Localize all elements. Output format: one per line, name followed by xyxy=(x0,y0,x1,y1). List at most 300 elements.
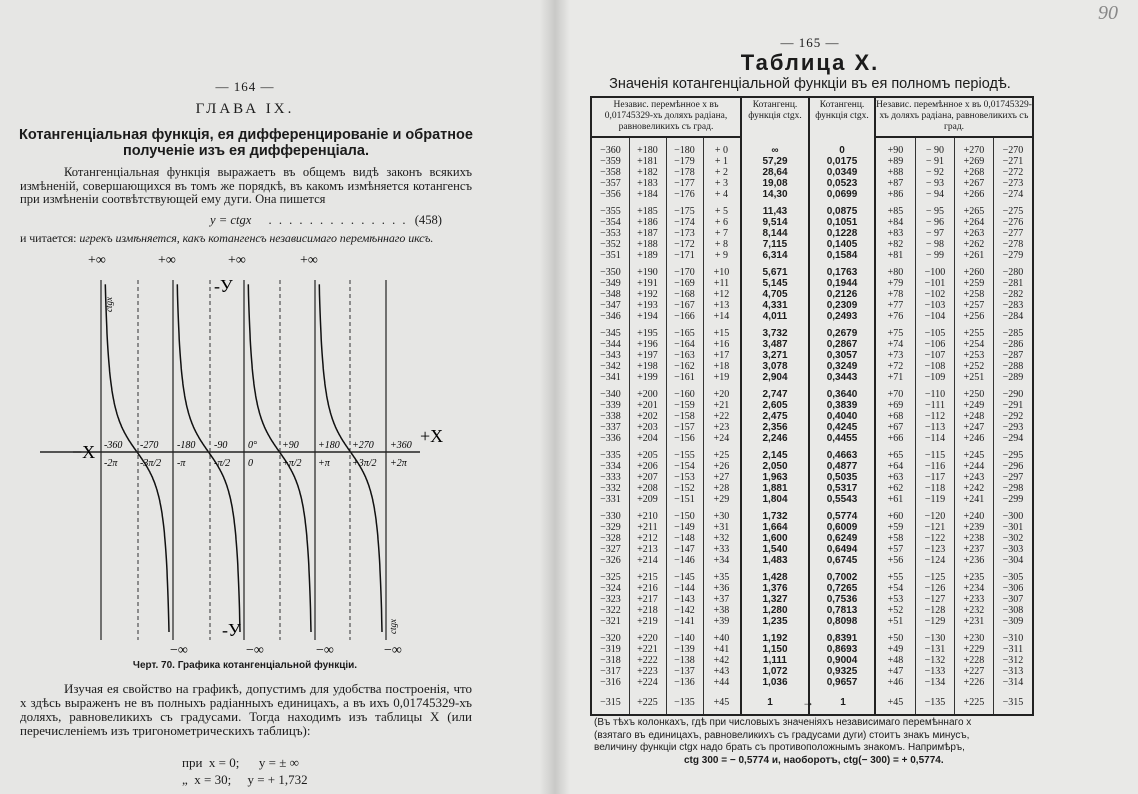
argument-cell: −147 xyxy=(674,544,695,555)
argument-cell: −294 xyxy=(1002,433,1024,444)
argument-cell: +223 xyxy=(637,666,658,677)
argument-cell: −356 xyxy=(600,189,621,200)
formula-expression: y = ctgx xyxy=(210,213,252,227)
argument-cell: −165 xyxy=(674,328,695,339)
argument-cell: −132 xyxy=(924,655,946,666)
argument-cell: +83 xyxy=(887,228,904,239)
header-right-arguments: Независ. перемѣнное x въ 0,01745329-хъ доляхъ радіана, равновеликихъ съ град. xyxy=(876,98,1032,138)
ctg-value-cell: 1,036 xyxy=(762,677,788,688)
argument-cell: +206 xyxy=(637,461,658,472)
argument-cell: +18 xyxy=(713,361,730,372)
ctg-value-cell: 2,747 xyxy=(762,389,788,400)
argument-cell: −172 xyxy=(674,239,695,250)
argument-cell: −313 xyxy=(1002,666,1024,677)
argument-cell: +44 xyxy=(713,677,730,688)
argument-cell: +183 xyxy=(637,178,658,189)
argument-cell: −178 xyxy=(674,167,695,178)
argument-cell: −122 xyxy=(924,533,946,544)
argument-cell: −299 xyxy=(1002,494,1024,505)
ctg-complement-value-cell: 0,2309 xyxy=(826,300,858,311)
formula-leader: . . . . . . . . . . . . . . xyxy=(268,213,408,227)
argument-cell: −344 xyxy=(600,339,621,350)
argument-cell: −131 xyxy=(924,644,946,655)
argument-cell: +54 xyxy=(887,583,904,594)
argument-cell: + 4 xyxy=(714,189,729,200)
ctg-value-cell: 1,192 xyxy=(762,633,788,644)
argument-cell: −345 xyxy=(600,328,621,339)
figure-caption: Черт. 70. Графика котангенціальной функціи. xyxy=(132,660,358,671)
table-subtitle: Значенія котангенціальной функціи въ ея полномъ періодѣ. xyxy=(609,76,1011,92)
argument-cell: +269 xyxy=(963,156,985,167)
argument-cell: −311 xyxy=(1002,644,1024,655)
argument-cell: +76 xyxy=(887,311,904,322)
argument-cell: +256 xyxy=(963,311,985,322)
argument-cell: +51 xyxy=(887,616,904,627)
equation-line-2: „ x = 30; y = + 1,732 xyxy=(182,772,308,787)
argument-cell: + 8 xyxy=(714,239,729,250)
argument-cell: +237 xyxy=(963,544,985,555)
radian-tick-label: +π/2 xyxy=(282,458,302,469)
reading-italic: игрекъ измѣняется, какъ котангенсъ независимаго перемѣннаго иксъ. xyxy=(79,231,434,245)
argument-cell: +30 xyxy=(713,511,730,522)
ctg-value-cell: 1,483 xyxy=(762,555,788,566)
curve-label-top: ctgx xyxy=(104,297,114,312)
argument-cell: +216 xyxy=(637,583,658,594)
argument-cell: +265 xyxy=(963,206,985,217)
argument-cell: −105 xyxy=(924,328,946,339)
argument-cell: −351 xyxy=(600,250,621,261)
argument-cell: +27 xyxy=(713,472,730,483)
last-row-arrow: → xyxy=(802,695,814,709)
ctg-value-cell: 14,30 xyxy=(762,189,788,200)
argument-cell: + 9 xyxy=(714,250,729,261)
argument-cell: +38 xyxy=(713,605,730,616)
argument-cell: −160 xyxy=(674,389,695,400)
argument-cell: +57 xyxy=(887,544,904,555)
argument-cell: − 93 xyxy=(925,178,945,189)
argument-cell: +56 xyxy=(887,555,904,566)
argument-cell: −333 xyxy=(600,472,621,483)
argument-cell: −101 xyxy=(924,278,946,289)
argument-cell: +239 xyxy=(963,522,985,533)
argument-cell: −350 xyxy=(600,267,621,278)
ctg-complement-value-cell: 0,7536 xyxy=(826,594,858,605)
argument-cell: −329 xyxy=(600,522,621,533)
argument-cell: +249 xyxy=(963,400,985,411)
argument-cell: −162 xyxy=(674,361,695,372)
ctg-complement-value-cell: 0,0349 xyxy=(826,167,858,178)
argument-cell: +195 xyxy=(637,328,658,339)
argument-cell: −355 xyxy=(600,206,621,217)
argument-cell: +28 xyxy=(713,483,730,494)
radian-tick-label: -2π xyxy=(104,458,118,469)
argument-cell: +70 xyxy=(887,389,904,400)
argument-cell: −180 xyxy=(674,145,695,156)
argument-cell: +26 xyxy=(713,461,730,472)
argument-cell: −272 xyxy=(1002,167,1024,178)
ctg-complement-value-cell: 0,2493 xyxy=(826,311,858,322)
argument-cell: −141 xyxy=(674,616,695,627)
header-ctg-2: Котангенц. функція ctgx. xyxy=(810,98,876,138)
argument-cell: +243 xyxy=(963,472,985,483)
degree-tick-label: +180 xyxy=(318,440,340,451)
ctg-complement-value-cell: 0,4663 xyxy=(826,450,858,461)
argument-cell: +77 xyxy=(887,300,904,311)
argument-cell: −282 xyxy=(1002,289,1024,300)
ctg-value-cell: 1,540 xyxy=(762,544,788,555)
argument-cell: −292 xyxy=(1002,411,1024,422)
ctg-complement-value-cell: 0,9657 xyxy=(826,677,858,688)
argument-cell: +86 xyxy=(887,189,904,200)
argument-cell: +49 xyxy=(887,644,904,655)
argument-cell: −297 xyxy=(1002,472,1024,483)
ctg-complement-value-cell: 0,9004 xyxy=(826,655,858,666)
argument-cell: −123 xyxy=(924,544,946,555)
argument-cell: +236 xyxy=(963,555,985,566)
argument-cell: +29 xyxy=(713,494,730,505)
ctg-value-cell: ∞ xyxy=(771,145,779,156)
ctg-complement-value-cell: 0,5774 xyxy=(826,511,858,522)
argument-cell: +21 xyxy=(713,400,730,411)
ctg-complement-value-cell: 0,0699 xyxy=(826,189,858,200)
ctg-complement-value-cell: 0,7265 xyxy=(826,583,858,594)
argument-cell: − 90 xyxy=(925,145,945,156)
ctg-value-cell: 5,145 xyxy=(762,278,788,289)
argument-cell: −358 xyxy=(600,167,621,178)
y-axis-bottom-label: -У xyxy=(222,620,241,640)
argument-cell: +88 xyxy=(887,167,904,178)
cotangent-branch xyxy=(177,284,240,632)
ctg-value-cell: 3,271 xyxy=(762,350,788,361)
ctg-complement-value-cell: 0,8391 xyxy=(826,633,858,644)
table-title: Таблица X. xyxy=(740,50,880,75)
argument-cell: +193 xyxy=(637,300,658,311)
argument-cell: +211 xyxy=(637,522,658,533)
argument-cell: −353 xyxy=(600,228,621,239)
argument-cell: +218 xyxy=(637,605,658,616)
argument-cell: +220 xyxy=(637,633,658,644)
argument-cell: +17 xyxy=(713,350,730,361)
argument-cell: −155 xyxy=(674,450,695,461)
argument-cell: +25 xyxy=(713,450,730,461)
equation-line-1: при x = 0; y = ± ∞ xyxy=(182,755,299,770)
argument-cell: +89 xyxy=(887,156,904,167)
argument-cell: +207 xyxy=(637,472,658,483)
argument-cell: +215 xyxy=(637,572,658,583)
argument-cell: −110 xyxy=(924,389,946,400)
argument-cell: +50 xyxy=(887,633,904,644)
ctg-value-cell: 1,732 xyxy=(762,511,788,522)
argument-cell: +42 xyxy=(713,655,730,666)
argument-cell: +201 xyxy=(637,400,658,411)
argument-cell: +231 xyxy=(963,616,985,627)
argument-cell: +240 xyxy=(963,511,985,522)
study-paragraph: Изучая ея свойство на графикѣ, допустимъ для удобства построенія, что x здѣсь выраженъ не въ полныхъ радіанныхъ единицахъ, а въ ихъ 0,01745329-хъ доляхъ, равновеликихъ съ градусами. Тогда находимъ изъ таблицы X (или перечисленіемъ изъ тригонометрическихъ таблицъ): xyxy=(20,681,472,738)
argument-cell: +84 xyxy=(887,217,904,228)
ctg-value-cell: 7,115 xyxy=(762,239,788,250)
argument-cell: −354 xyxy=(600,217,621,228)
argument-cell: −339 xyxy=(600,400,621,411)
argument-cell: +31 xyxy=(713,522,730,533)
y-axis-top-label: -У xyxy=(214,276,233,296)
argument-cell: +191 xyxy=(637,278,658,289)
argument-cell: +214 xyxy=(637,555,658,566)
curve-label-bottom: ctgx xyxy=(388,619,398,634)
argument-cell: −286 xyxy=(1002,339,1024,350)
argument-cell: −330 xyxy=(600,511,621,522)
argument-cell: +87 xyxy=(887,178,904,189)
argument-cell: −179 xyxy=(674,156,695,167)
argument-cell: +197 xyxy=(637,350,658,361)
argument-cell: −312 xyxy=(1002,655,1024,666)
footnote-line: величину функціи ctgx надо брать съ противоположнымъ знакомъ. Напримѣръ, xyxy=(594,742,965,753)
ctg-value-cell: 1,072 xyxy=(762,666,788,677)
ctg-value-cell: 1,804 xyxy=(762,494,788,505)
ctg-complement-value-cell: 0,1051 xyxy=(826,217,858,228)
page-number-right: — 165 — xyxy=(780,35,840,50)
ctg-complement-value-cell: 0,0875 xyxy=(826,206,858,217)
argument-cell: −304 xyxy=(1002,555,1024,566)
argument-cell: +228 xyxy=(963,655,985,666)
argument-cell: +13 xyxy=(713,300,730,311)
argument-cell: +66 xyxy=(887,433,904,444)
ctg-value-cell: 8,144 xyxy=(762,228,788,239)
cotangent-graph xyxy=(0,240,540,660)
argument-cell: +238 xyxy=(963,533,985,544)
degree-tick-labels xyxy=(104,440,412,451)
minus-infinity-label: −∞ xyxy=(384,643,402,658)
degree-tick-label: +360 xyxy=(390,440,412,451)
argument-cell: +67 xyxy=(887,422,904,433)
ctg-value-cell: 9,514 xyxy=(762,217,788,228)
argument-cell: −319 xyxy=(600,644,621,655)
ctg-complement-value-cell: 0,0523 xyxy=(826,178,858,189)
argument-cell: +184 xyxy=(637,189,658,200)
argument-cell: −171 xyxy=(674,250,695,261)
reading-prefix: и читается: xyxy=(20,231,77,245)
argument-cell: −324 xyxy=(600,583,621,594)
argument-cell: +180 xyxy=(637,145,658,156)
ctg-value-cell: 2,475 xyxy=(762,411,788,422)
radian-tick-label: 0 xyxy=(248,458,253,469)
plus-infinity-label: +∞ xyxy=(88,253,106,268)
argument-cell: +219 xyxy=(637,616,658,627)
chapter-heading: ГЛАВА IX. xyxy=(195,101,295,117)
radian-tick-labels xyxy=(104,458,408,469)
argument-cell: − 92 xyxy=(925,167,945,178)
intro-paragraph: Котангенціальная функція выражаетъ въ общемъ видѣ законъ всякихъ измѣненій, совершающихся въ томъ же порядкѣ, въ какомъ измѣняется котангенсъ при измѣненіи соотвѣтствующей ему дуги. Она пишется xyxy=(20,165,472,207)
argument-cell: +78 xyxy=(887,289,904,300)
argument-cell: − 95 xyxy=(925,206,945,217)
argument-cell: − 96 xyxy=(925,217,945,228)
argument-cell: −145 xyxy=(674,572,695,583)
argument-cell: +23 xyxy=(713,422,730,433)
argument-cell: −296 xyxy=(1002,461,1024,472)
argument-cell: +242 xyxy=(963,483,985,494)
ctg-complement-value-cell: 0,8693 xyxy=(826,644,858,655)
argument-cell: −138 xyxy=(674,655,695,666)
footnote-line: (взятаго въ единицахъ, равновеликихъ съ градусами дуги) стоитъ знакъ минусъ, xyxy=(594,729,970,741)
argument-cell: −133 xyxy=(924,666,946,677)
argument-cell: +224 xyxy=(637,677,658,688)
argument-cell: −143 xyxy=(674,594,695,605)
argument-cell: +71 xyxy=(887,372,904,383)
chapter-title: Котангенціальная функція, ея дифференцированіе и обратное полученіе изъ ея дифференціала. xyxy=(19,127,473,159)
radian-tick-label: +2π xyxy=(390,458,407,469)
argument-cell: −352 xyxy=(600,239,621,250)
ctg-complement-value-cell: 0,4877 xyxy=(826,461,858,472)
ctg-complement-value-cell: 0,7002 xyxy=(826,572,858,583)
ctg-value-cell: 2,356 xyxy=(762,422,788,433)
argument-cell: −284 xyxy=(1002,311,1024,322)
ctg-value-cell: 3,487 xyxy=(762,339,788,350)
argument-cell: −125 xyxy=(924,572,946,583)
ctg-complement-value-cell: 0,5035 xyxy=(826,472,858,483)
ctg-value-cell: 1,235 xyxy=(762,616,788,627)
argument-cell: +47 xyxy=(887,666,904,677)
argument-cell: +80 xyxy=(887,267,904,278)
argument-cell: −142 xyxy=(674,605,695,616)
argument-cell: −135 xyxy=(924,697,946,708)
argument-cell: −164 xyxy=(674,339,695,350)
argument-cell: +22 xyxy=(713,411,730,422)
argument-cell: + 2 xyxy=(714,167,729,178)
argument-cell: +196 xyxy=(637,339,658,350)
ctg-value-cell: 2,145 xyxy=(762,450,788,461)
ctg-complement-value-cell: 0,3640 xyxy=(826,389,858,400)
argument-cell: +250 xyxy=(963,389,985,400)
ctg-complement-value-cell: 0,4455 xyxy=(826,433,858,444)
argument-cell: −128 xyxy=(924,605,946,616)
argument-cell: +10 xyxy=(713,267,730,278)
argument-cell: −175 xyxy=(674,206,695,217)
argument-cell: +241 xyxy=(963,494,985,505)
ctg-complement-value-cell: 0,6009 xyxy=(826,522,858,533)
argument-cell: −124 xyxy=(924,555,946,566)
formula-number: (458) xyxy=(414,213,442,227)
argument-cell: +227 xyxy=(963,666,985,677)
argument-cell: −157 xyxy=(674,422,695,433)
argument-cell: −270 xyxy=(1002,145,1024,156)
argument-cell: −283 xyxy=(1002,300,1024,311)
ctg-complement-value-cell: 0,3443 xyxy=(826,372,858,383)
ctg-value-cell: 1,280 xyxy=(762,605,788,616)
argument-cell: −137 xyxy=(674,666,695,677)
argument-cell: −357 xyxy=(600,178,621,189)
argument-cell: +244 xyxy=(963,461,985,472)
argument-cell: −317 xyxy=(600,666,621,677)
argument-cell: −273 xyxy=(1002,178,1024,189)
argument-cell: + 0 xyxy=(714,145,729,156)
degree-tick-label: -180 xyxy=(177,440,196,451)
ctg-value-cell: 3,732 xyxy=(762,328,788,339)
argument-cell: −140 xyxy=(674,633,695,644)
argument-cell: +186 xyxy=(637,217,658,228)
ctg-complement-value-cell: 0,2126 xyxy=(826,289,858,300)
argument-cell: −129 xyxy=(924,616,946,627)
argument-cell: −326 xyxy=(600,555,621,566)
argument-cell: +64 xyxy=(887,461,904,472)
degree-tick-label: -360 xyxy=(104,440,123,451)
argument-cell: −106 xyxy=(924,339,946,350)
argument-cell: −314 xyxy=(1002,677,1024,688)
ctg-complement-value-cell: 0,6745 xyxy=(826,555,858,566)
radian-tick-label: -3π/2 xyxy=(140,458,162,469)
ctg-complement-value-cell: 0,8098 xyxy=(826,616,858,627)
ctg-value-cell: 1,111 xyxy=(763,655,787,666)
argument-cell: −285 xyxy=(1002,328,1024,339)
argument-cell: −327 xyxy=(600,544,621,555)
argument-cell: +246 xyxy=(963,433,985,444)
argument-cell: +15 xyxy=(713,328,730,339)
argument-cell: +257 xyxy=(963,300,985,311)
argument-cell: +200 xyxy=(637,389,658,400)
argument-cell: −277 xyxy=(1002,228,1024,239)
argument-cell: −108 xyxy=(924,361,946,372)
argument-cell: −337 xyxy=(600,422,621,433)
radian-tick-label: +3π/2 xyxy=(352,458,377,469)
ctg-value-cell: 11,43 xyxy=(762,206,788,217)
argument-cell: +79 xyxy=(887,278,904,289)
argument-cell: +14 xyxy=(713,311,730,322)
argument-cell: −289 xyxy=(1002,372,1024,383)
argument-cell: +181 xyxy=(637,156,658,167)
argument-cell: +61 xyxy=(887,494,904,505)
ctg-value-cell: 1,428 xyxy=(762,572,788,583)
argument-cell: +72 xyxy=(887,361,904,372)
argument-cell: +202 xyxy=(637,411,658,422)
ctg-complement-value-cell: 0,1228 xyxy=(826,228,858,239)
argument-cell: −103 xyxy=(924,300,946,311)
argument-cell: −316 xyxy=(600,677,621,688)
argument-cell: +188 xyxy=(637,239,658,250)
argument-cell: −169 xyxy=(674,278,695,289)
ctg-value-cell: 4,705 xyxy=(762,289,788,300)
argument-cell: −331 xyxy=(600,494,621,505)
argument-cell: −151 xyxy=(674,494,695,505)
ctg-value-cell: 6,314 xyxy=(762,250,788,261)
minus-infinity-label: −∞ xyxy=(316,643,334,658)
argument-cell: +205 xyxy=(637,450,658,461)
argument-cell: +40 xyxy=(713,633,730,644)
ctg-value-cell: 1,327 xyxy=(762,594,788,605)
argument-cell: −130 xyxy=(924,633,946,644)
argument-cell: +45 xyxy=(887,697,904,708)
argument-cell: −174 xyxy=(674,217,695,228)
argument-cell: +75 xyxy=(887,328,904,339)
argument-cell: +247 xyxy=(963,422,985,433)
argument-cell: −152 xyxy=(674,483,695,494)
argument-cell: −161 xyxy=(674,372,695,383)
argument-cell: −120 xyxy=(924,511,946,522)
argument-cell: −271 xyxy=(1002,156,1024,167)
argument-cell: −112 xyxy=(924,411,946,422)
ctg-complement-value-cell: 0,7813 xyxy=(826,605,858,616)
argument-cell: −315 xyxy=(1002,697,1024,708)
argument-cell: + 7 xyxy=(714,228,729,239)
argument-cell: +20 xyxy=(713,389,730,400)
argument-cell: +53 xyxy=(887,594,904,605)
argument-cell: −166 xyxy=(674,311,695,322)
argument-cell: −136 xyxy=(674,677,695,688)
argument-cell: +74 xyxy=(887,339,904,350)
argument-cell: +11 xyxy=(713,278,730,289)
argument-cell: −293 xyxy=(1002,422,1024,433)
argument-cell: −126 xyxy=(924,583,946,594)
ctg-value-cell: 1,600 xyxy=(762,533,788,544)
ctg-value-cell: 19,08 xyxy=(762,178,788,189)
argument-cell: −360 xyxy=(600,145,621,156)
